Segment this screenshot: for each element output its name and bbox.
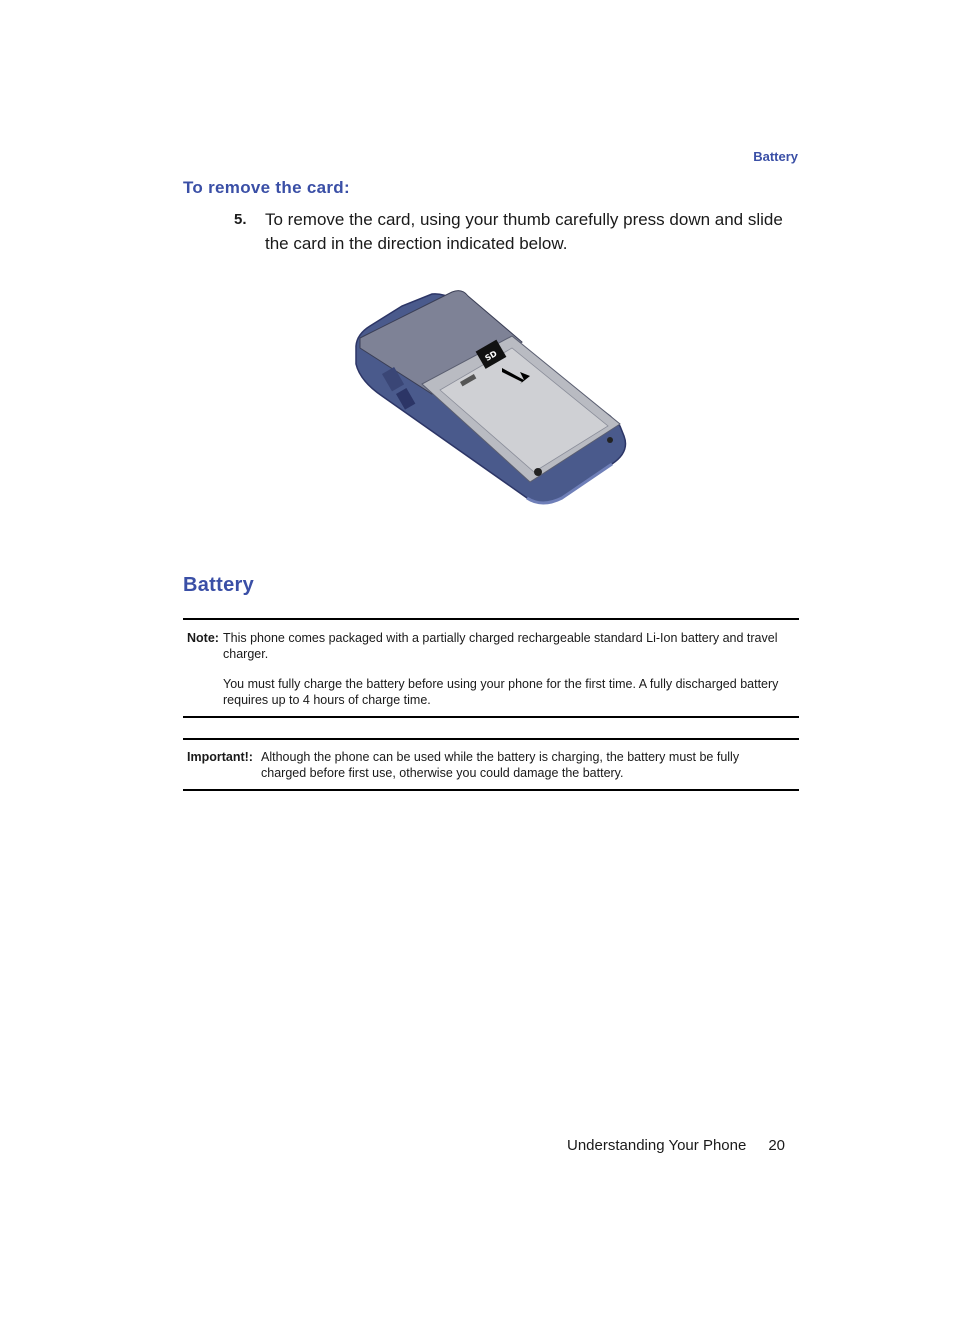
important-text: Although the phone can be used while the battery is charging, the battery must be fully charged before first use, otherwise you could damage the battery. [261, 750, 740, 780]
note-paragraph-1: This phone comes packaged with a partially charged rechargeable standard Li-Ion battery and travel charger. [223, 631, 778, 661]
page-footer [567, 1137, 785, 1154]
step-number: 5. [234, 211, 247, 228]
step-text: To remove the card, using your thumb carefully press down and slide the card in the direction indicated below. [265, 210, 783, 253]
phone-card-removal-illustration [352, 286, 632, 516]
remove-card-heading: To remove the card: [183, 178, 350, 197]
svg-text:SD: SD [483, 348, 499, 363]
footer-section-title: Understanding Your Phone [567, 1137, 747, 1154]
running-header: Battery [753, 149, 798, 164]
page-number: 20 [768, 1137, 785, 1154]
note-label: Note: [187, 631, 219, 645]
note-paragraph-2: You must fully charge the battery before using your phone for the first time. A fully discharged battery requires up to 4 hours of charge time. [223, 677, 779, 707]
battery-heading: Battery [183, 574, 255, 596]
step-5 [234, 208, 794, 256]
important-box [183, 738, 799, 791]
important-label: Important!: [187, 750, 253, 764]
note-box [183, 618, 799, 718]
